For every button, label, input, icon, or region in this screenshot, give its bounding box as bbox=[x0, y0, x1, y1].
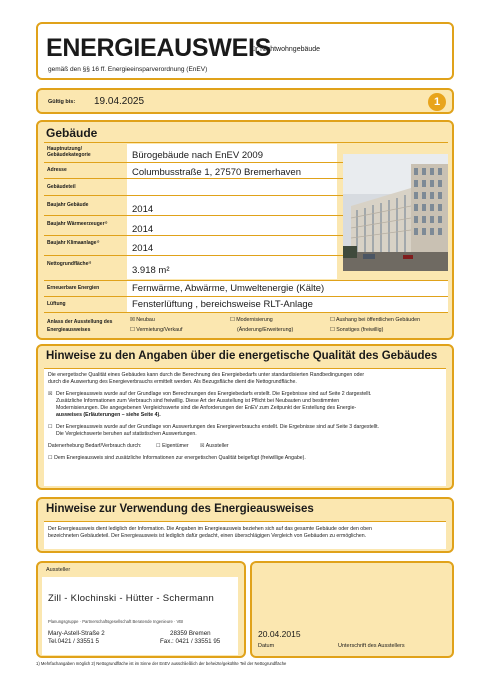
validity-label: Gültig bis: bbox=[48, 99, 76, 105]
signature-box bbox=[250, 561, 454, 658]
address-value: Columbusstraße 1, 27570 Bremerhaven bbox=[132, 167, 301, 178]
building-section bbox=[36, 120, 454, 340]
address-label: Adresse bbox=[47, 167, 67, 173]
notes-section bbox=[36, 344, 454, 490]
checkbox-additional-info: ☐ Dem Energieausweis sind zusätzliche Informationen zur energetischen Qualität beigefügt (freiwillige Angabe). bbox=[48, 455, 306, 461]
consumption-text-line-1: Der Energieausweis wurde auf der Grundlage von Auswertungen des Energieverbrauchs erstellt. Die Ergebnisse sind auf Seite 3 dargestellt. bbox=[56, 424, 379, 430]
checkbox-new-building: ☒ Neubau bbox=[130, 317, 155, 323]
checkbox-other: ☐ Sonstiges (freiwillig) bbox=[330, 327, 384, 333]
checkbox-modernization: ☐ Modernisierung bbox=[230, 317, 273, 323]
usage-text-line-1: Der Energieausweis dient lediglich der Information. Die Angaben im Energieausweis beziehen sich auf das gesamte Gebäude oder den oben bbox=[48, 526, 372, 532]
validity-bar bbox=[36, 88, 454, 114]
issuer-label: Aussteller bbox=[46, 567, 71, 573]
data-collection-label: Datenerhebung Bedarf/Verbrauch durch: bbox=[48, 443, 142, 449]
checkbox-demand-based: ☒ bbox=[48, 391, 53, 397]
document-subtitle: gemäß den §§ 16 ff. Energieeinsparverordnung (EnEV) bbox=[48, 66, 208, 73]
issuer-stamp bbox=[42, 577, 238, 655]
issuer-name: Zill - Klochinski - Hütter - Schermann bbox=[48, 593, 215, 604]
modernization-note: (Änderung/Erweiterung) bbox=[237, 327, 294, 333]
consumption-text-line-2: Die Vergleichswerte beruhen auf statistischen Auswertungen. bbox=[56, 431, 197, 437]
demand-text-line-1: Der Energieausweis wurde auf der Grundlage von Berechnungen des Energiebedarfs erstellt. Die Ergebnisse sind auf Seite 2 dargestellt. bbox=[56, 391, 372, 397]
heater-year-value: 2014 bbox=[132, 224, 154, 235]
building-section-title: Gebäude bbox=[46, 126, 98, 140]
page-number-badge: 1 bbox=[428, 93, 446, 111]
checkbox-rent-sale: ☐ Vermietung/Verkauf bbox=[130, 327, 183, 333]
year-built-label: Baujahr Gebäude bbox=[47, 202, 89, 208]
ventilation-value: Fensterlüftung , bereichsweise RLT-Anlage bbox=[132, 299, 313, 310]
year-built-value: 2014 bbox=[132, 204, 154, 215]
date-label: Datum bbox=[258, 643, 275, 649]
issuer-city: 28359 Bremen bbox=[170, 630, 211, 637]
ac-year-value: 2014 bbox=[132, 243, 154, 254]
checkbox-consumption-based: ☐ bbox=[48, 424, 53, 430]
usage-section bbox=[36, 497, 454, 553]
document-title-suffix: für Nichtwohngebäude bbox=[250, 46, 321, 53]
main-use-value: Bürogebäude nach EnEV 2009 bbox=[132, 150, 263, 161]
demand-text-line-2: Zusätzliche Informationen zum Verbrauch sind freiwillig. Diese Art der Ausstellung ist Pflicht bei Neubauten und bestimmten bbox=[56, 398, 340, 404]
main-use-label: Hauptnutzung/ Gebäudekategorie bbox=[47, 146, 91, 158]
checkbox-public-notice: ☐ Aushang bei öffentlichen Gebäuden bbox=[330, 317, 421, 323]
ventilation-label: Lüftung bbox=[47, 301, 66, 307]
demand-text-line-3: Modernisierungen. Die angegebenen Vergleichswerte sind die Anforderungen der EnEV zum Zeitpunkt der Erstellung des Energie- bbox=[56, 405, 357, 411]
net-floor-area-label: Nettogrundfläche²⁾ bbox=[47, 261, 92, 267]
issuer-box bbox=[36, 561, 246, 658]
usage-text-line-2: bezeichneten Gebäudeteil. Der Energieausweis ist lediglich dafür gedacht, einen überschlägigen Vergleich von Gebäuden zu ermöglichen. bbox=[48, 533, 367, 539]
notes-intro-line-1: Die energetische Qualität eines Gebäudes kann durch die Berechnung des Energiebedarfs unter standardisierten Randbedingungen oder bbox=[48, 372, 365, 378]
checkbox-issuer: ☒ Aussteller bbox=[200, 443, 229, 449]
validity-date: 19.04.2025 bbox=[94, 96, 145, 107]
renewable-energy-value: Fernwärme, Abwärme, Umweltenergie (Kälte) bbox=[132, 283, 325, 294]
notes-section-title: Hinweise zu den Angaben über die energetische Qualität des Gebäudes bbox=[46, 350, 438, 362]
net-floor-area-value: 3.918 m² bbox=[132, 265, 170, 276]
checkbox-owner: ☐ Eigentümer bbox=[156, 443, 189, 449]
issue-reason-label: Anlass der Ausstellung des Energieausweises bbox=[47, 319, 113, 333]
building-part-label: Gebäudeteil bbox=[47, 184, 76, 190]
notes-intro-line-2: durch die Auswertung des Energieverbrauchs ermittelt werden. Als Bezugsfläche dient die Nettogrundfläche. bbox=[48, 379, 297, 385]
issuer-firm-line: Planungsgruppe · Partnerschaftsgesellschaft Beratende Ingenieure · VBI bbox=[48, 619, 184, 624]
issuer-fax: Fax.: 0421 / 33551 95 bbox=[160, 638, 221, 645]
demand-text-line-4: ausweises (Erläuterungen – siehe Seite 4). bbox=[56, 412, 161, 418]
issuer-phone: Tel.0421 / 33551 5 bbox=[48, 638, 99, 645]
document-title: ENERGIEAUSWEIS bbox=[46, 34, 271, 62]
building-photo bbox=[343, 154, 448, 271]
document-header bbox=[36, 22, 454, 80]
signature-date: 20.04.2015 bbox=[258, 629, 301, 639]
issuer-street: Mary-Astell-Straße 2 bbox=[48, 630, 105, 637]
usage-section-title: Hinweise zur Verwendung des Energieausweises bbox=[46, 503, 314, 515]
renewable-energy-label: Erneuerbare Energien bbox=[47, 285, 100, 291]
heater-year-label: Baujahr Wärmeerzeuger¹⁾ bbox=[47, 221, 108, 227]
footnote: 1) Mehrfachangaben möglich 2) Nettogrundfläche ist im Sinne der EnEV ausschließlich der beheizte/gekühlte Teil der Nettogrundfläche bbox=[36, 661, 287, 666]
ac-year-label: Baujahr Klimaanlage¹⁾ bbox=[47, 240, 100, 246]
signature-label: Unterschrift des Ausstellers bbox=[338, 643, 405, 649]
